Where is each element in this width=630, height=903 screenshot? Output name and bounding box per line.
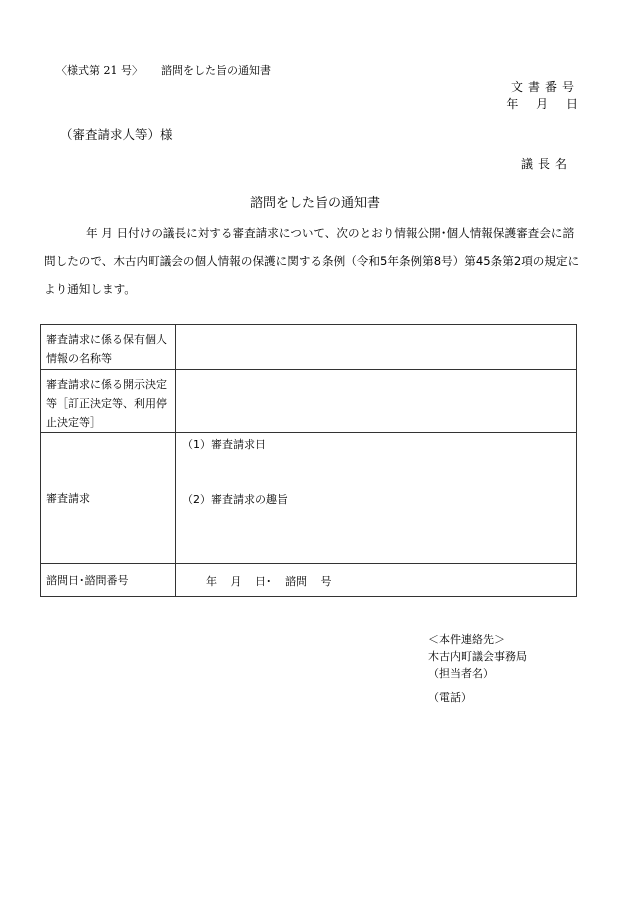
document-number: 文書番号 [510,80,579,94]
info-table [40,324,577,597]
consultation-date-number: 年 月 日･ 諮問 号 [206,575,332,588]
contact-person: （担当者名） [428,667,494,680]
table-label-cell: 審査請求 [41,433,176,564]
request-date-item: （1）審査請求日 [182,438,266,451]
table-value-cell [176,564,577,597]
table-row [41,433,577,564]
request-purpose-item: （2）審査請求の趣旨 [182,493,288,506]
form-number: 〈様式第 21 号〉 [56,64,143,77]
sender-name: 議長名 [520,157,572,171]
table-row [41,564,577,597]
table-row [41,325,577,370]
form-label [56,62,271,78]
form-title: 諮問をした旨の通知書 [161,64,271,77]
body-text: 年 月 日付けの議長に対する審査請求について、次のとおり情報公開･個人情報保護審査会に諮問したので、木古内町議会の個人情報の保護に関する条例（令和5年条例第8号）第45条第2項の規定により通知します。 [44,226,580,296]
table-value-cell [176,370,577,433]
document-date: 年 月 日 [506,97,579,111]
table-label-cell: 審査請求に係る保有個人情報の名称等 [41,325,176,370]
table-row [41,370,577,433]
table-label-cell: 諮問日･諮問番号 [41,564,176,597]
contact-office: 木古内町議会事務局 [428,650,527,663]
table-value-cell [176,325,577,370]
addressee: （審査請求人等）様 [60,127,173,142]
table-value-cell [176,433,577,564]
contact-phone: （電話） [428,691,472,704]
document-title: 諮問をした旨の通知書 [249,196,380,211]
contact-heading: ＜本件連絡先＞ [428,633,505,646]
table-label-cell: 審査請求に係る開示決定等［訂正決定等、利用停止決定等］ [41,370,176,433]
